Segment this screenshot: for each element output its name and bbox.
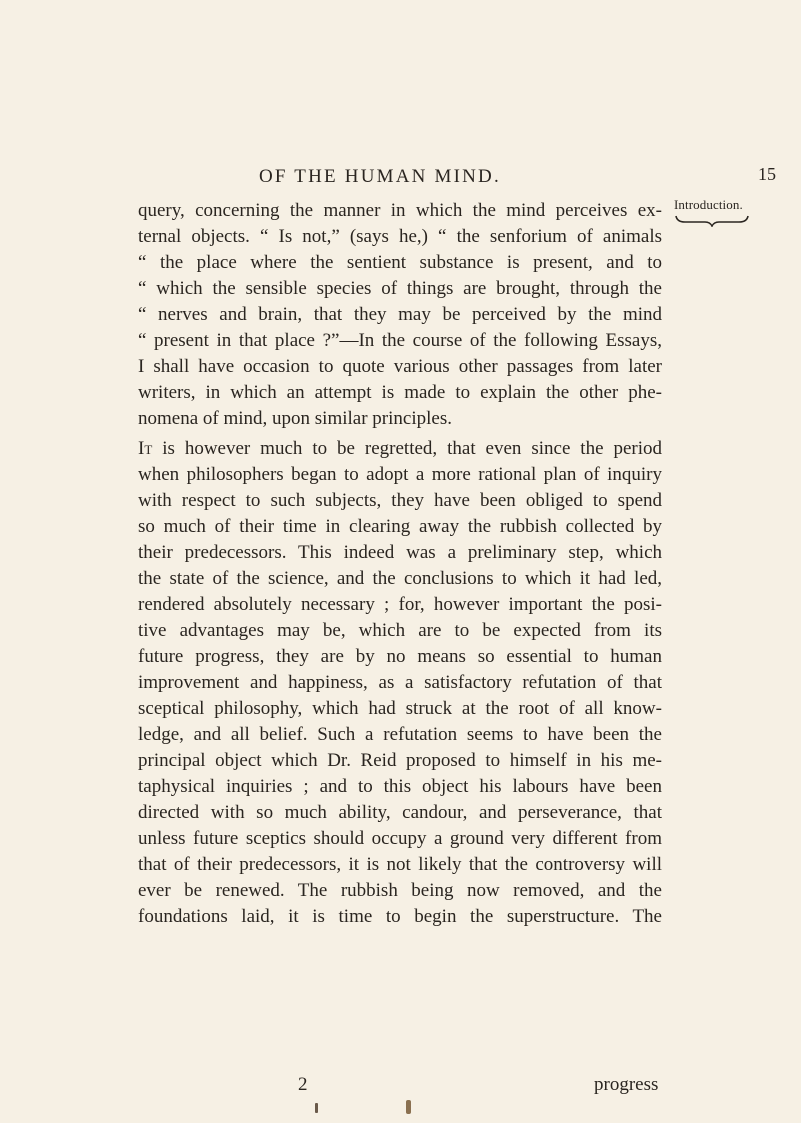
text-line: sceptical philosophy, which had struck at the root of all know- [138, 698, 662, 719]
text-line: ever be renewed. The rubbish being now removed, and the [138, 880, 662, 901]
page-number: 15 [758, 164, 776, 184]
margin-brace-icon [675, 215, 749, 227]
text-line: “ the place where the sentient substance is present, and to [138, 252, 662, 273]
margin-note: Introduction. [674, 197, 743, 212]
text-line: ternal objects. “ Is not,” (says he,) “ the senforium of animals [138, 226, 662, 247]
text-line: I shall have occasion to quote various other passages from later [138, 356, 662, 377]
text-line: when philosophers began to adopt a more rational plan of inquiry [138, 464, 662, 485]
text-line: principal object which Dr. Reid proposed to himself in his me- [138, 750, 662, 771]
drop-word: It [138, 438, 153, 459]
text-line: ledge, and all belief. Such a refutation seems to have been the [138, 724, 662, 745]
text-line: unless future sceptics should occupy a ground very different from [138, 828, 662, 849]
text-line: the state of the science, and the conclusions to which it had led, [138, 568, 662, 589]
text-line: their predecessors. This indeed was a preliminary step, which [138, 542, 662, 563]
running-head: OF THE HUMAN MIND. [259, 166, 501, 187]
ink-speck [406, 1100, 411, 1114]
ink-speck [315, 1103, 318, 1113]
text-line: taphysical inquiries ; and to this object his labours have been [138, 776, 662, 797]
text-line: improvement and happiness, as a satisfactory refutation of that [138, 672, 662, 693]
text-line: tive advantages may be, which are to be expected from its [138, 620, 662, 641]
text-line: foundations laid, it is time to begin the superstructure. The [138, 906, 662, 927]
text-line: writers, in which an attempt is made to explain the other phe- [138, 382, 662, 403]
text-line: “ present in that place ?”—In the course of the following Essays, [138, 330, 662, 351]
text-line: query, concerning the manner in which the mind perceives ex- [138, 200, 662, 221]
paragraph-1 [138, 198, 662, 432]
signature-mark: 2 [298, 1074, 308, 1095]
paragraph-2 [138, 436, 662, 930]
text-line: “ nerves and brain, that they may be perceived by the mind [138, 304, 662, 325]
first-line-rest: is however much to be regretted, that even since the period [152, 438, 662, 459]
text-line: future progress, they are by no means so essential to human [138, 646, 662, 667]
catchword: progress [594, 1074, 659, 1095]
text-line: “ which the sensible species of things are brought, through the [138, 278, 662, 299]
text-line: rendered absolutely necessary ; for, however important the posi- [138, 594, 662, 615]
text-line: that of their predecessors, it is not likely that the controversy will [138, 854, 662, 875]
text-line-first [138, 436, 662, 462]
text-line: with respect to such subjects, they have been obliged to spend [138, 490, 662, 511]
text-line: directed with so much ability, candour, and perseverance, that [138, 802, 662, 823]
text-line: nomena of mind, upon similar principles. [138, 408, 452, 429]
text-line: so much of their time in clearing away the rubbish collected by [138, 516, 662, 537]
